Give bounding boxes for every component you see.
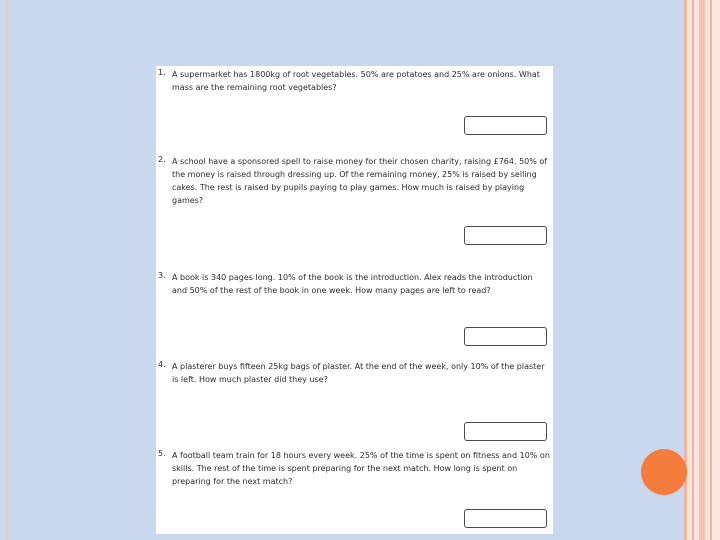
question-text: A book is 340 pages long. 10% of the book is the introduction. Alex reads the introduction and 50% of the rest of the book in one week. How many pages are left to read? xyxy=(172,273,533,295)
orange-circle-decoration xyxy=(641,449,687,495)
question-text: A supermarket has 1800kg of root vegetables. 50% are potatoes and 25% are onions. What mass are the remaining root vegetables? xyxy=(172,70,540,92)
question-number: 5. xyxy=(158,449,166,458)
frame-stripe xyxy=(699,0,705,540)
question-text: A plasterer buys fifteen 25kg bags of plaster. At the end of the week, only 10% of the plaster is left. How much plaster did they use? xyxy=(172,362,545,384)
question-number: 4. xyxy=(158,360,166,369)
question-number: 3. xyxy=(158,271,166,280)
answer-box-5[interactable] xyxy=(464,509,547,528)
worksheet-page xyxy=(156,66,553,534)
answer-box-2[interactable] xyxy=(464,226,547,245)
question-number: 2. xyxy=(158,155,166,164)
left-border-line xyxy=(6,0,8,540)
answer-box-1[interactable] xyxy=(464,116,547,135)
frame-stripe xyxy=(710,0,712,540)
frame-stripe xyxy=(684,0,687,540)
question-text: A school have a sponsored spell to raise money for their chosen charity, raising £764. 50% of the money is raised through dressing up. Of the remaining money, 25% is raised by selling cakes. The rest is raised by pupils paying to play games. How much is raised by playing games? xyxy=(172,157,548,205)
frame-stripe xyxy=(692,0,694,540)
answer-box-3[interactable] xyxy=(464,327,547,346)
question-text: A football team train for 18 hours every week. 25% of the time is spent on fitness and 10% on skills. The rest of the time is spent preparing for the next match. How long is spent on preparing for the next match? xyxy=(172,451,550,486)
answer-box-4[interactable] xyxy=(464,422,547,441)
question-number: 1. xyxy=(158,68,166,77)
